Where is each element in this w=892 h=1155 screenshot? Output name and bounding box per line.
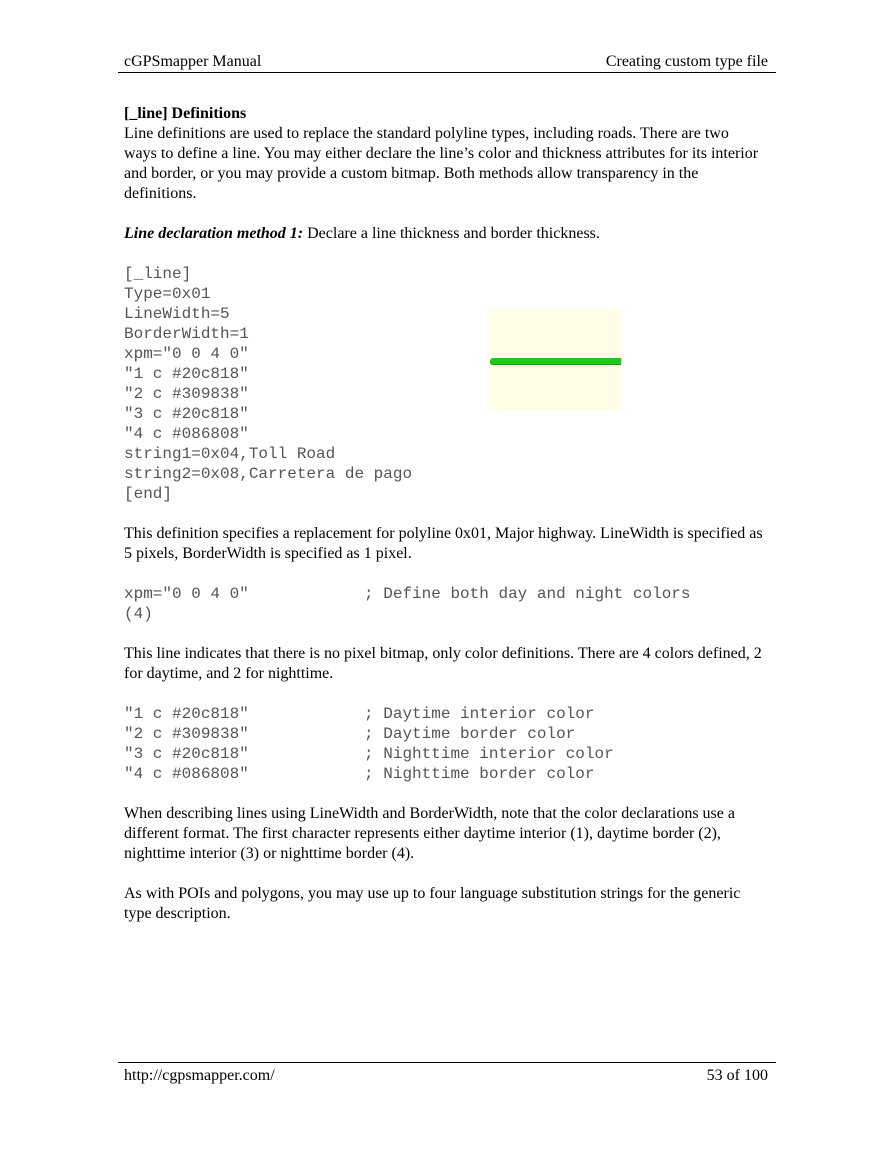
method-1-label: Line declaration method 1: (124, 225, 304, 242)
color-format-explanation: When describing lines using LineWidth and BorderWidth, note that the color declarations use a different format. The first character represents either daytime interior (1), daytime border (2), nighttime interior (3) or nighttime border (4). (124, 805, 735, 862)
code-color-definitions: "1 c #20c818" ; Daytime interior color "2 c #309838" ; Daytime border color "3 c #20c818" ; Nighttime interior color "4 c #086808" ; Nighttime border color (124, 705, 614, 783)
line-preview-image (487, 309, 621, 410)
page-body (124, 104, 764, 924)
header-section: Creating custom type file (605, 53, 768, 70)
green-line-sample (490, 358, 621, 365)
header-title: cGPSmapper Manual (124, 53, 262, 70)
method-1-text: Declare a line thickness and border thickness. (307, 225, 600, 242)
method-1-line (124, 224, 764, 244)
footer-url: http://cgpsmapper.com/ (124, 1067, 275, 1084)
definition-explanation: This definition specifies a replacement for polyline 0x01, Major highway. LineWidth is specified as 5 pixels, BorderWidth is specified as 1 pixel. (124, 525, 763, 562)
page-header (118, 52, 776, 73)
page-footer (118, 1062, 776, 1084)
xpm-explanation: This line indicates that there is no pixel bitmap, only color definitions. There are 4 colors defined, 2 for daytime, and 2 for nighttime. (124, 645, 762, 682)
code-xpm-line: xpm="0 0 4 0" ; Define both day and night colors (4) (124, 585, 691, 623)
language-strings-note: As with POIs and polygons, you may use up to four language substitution strings for the generic type description. (124, 885, 741, 922)
code-block-line-definition: [_line] Type=0x01 LineWidth=5 BorderWidth=1 xpm="0 0 4 0" "1 c #20c818" "2 c #309838" "3 c #20c818" "4 c #086808" string1=0x04,Toll Road string2=0x08,Carretera de pago [end] (124, 265, 413, 503)
intro-paragraph: Line definitions are used to replace the standard polyline types, including roads. There are two ways to define a line. You may either declare the line’s color and thickness attributes for its interior and border, or you may provide a custom bitmap. Both methods allow transparency in the definitions. (124, 125, 759, 202)
section-heading: [_line] Definitions (124, 105, 247, 122)
page-number: 53 of 100 (706, 1067, 768, 1084)
